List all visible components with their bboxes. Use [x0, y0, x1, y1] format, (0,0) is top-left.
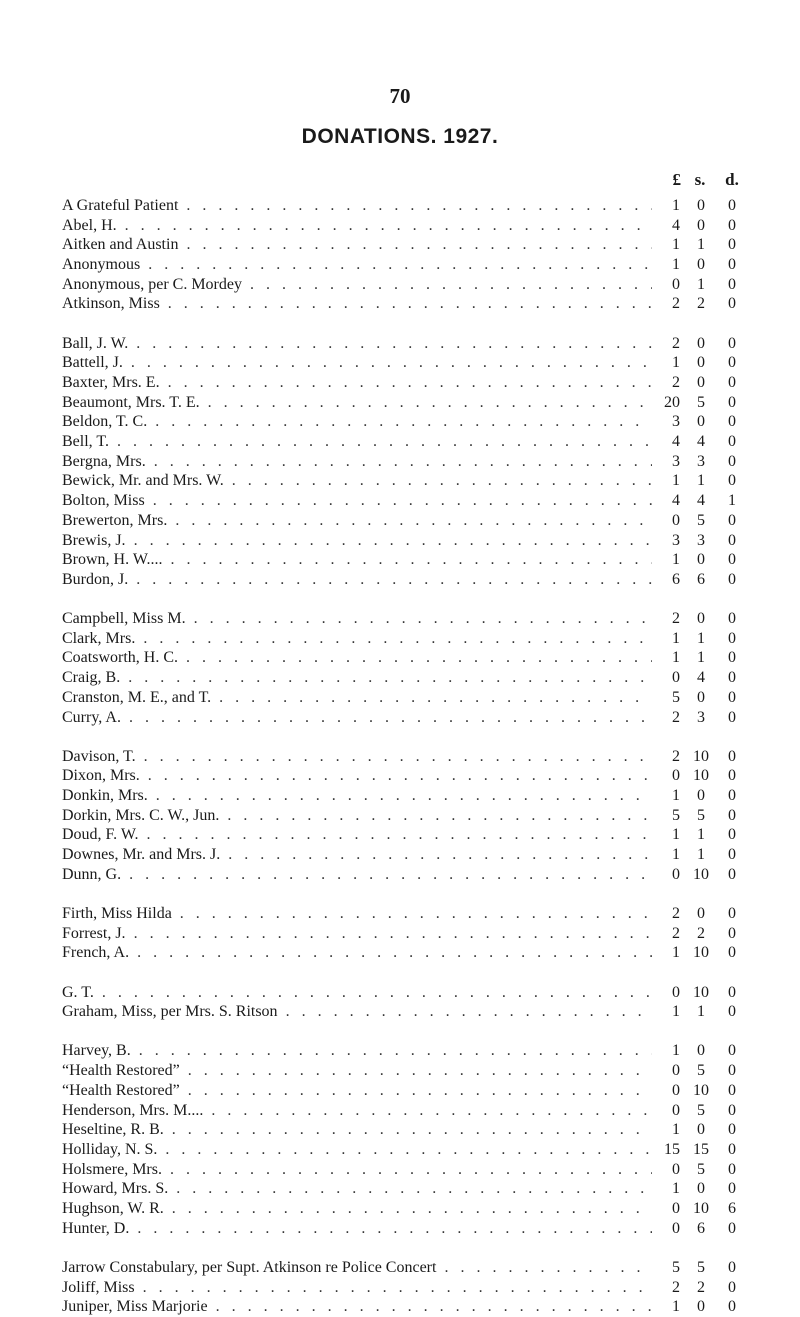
amount-pounds: 15	[664, 1140, 680, 1158]
amount-shillings: 1	[697, 1003, 705, 1021]
donation-row	[62, 412, 762, 432]
amount-pence: 0	[728, 1160, 736, 1178]
donation-row	[62, 334, 762, 354]
amount-shillings: 0	[697, 1298, 705, 1316]
donation-row	[62, 531, 762, 551]
amount-shillings: 10	[693, 767, 709, 785]
donation-row	[62, 452, 762, 472]
donor-name: Howard, Mrs. S. . . .	[62, 1179, 652, 1199]
amount-shillings: 0	[697, 1121, 705, 1139]
amount-pounds: 5	[672, 806, 680, 824]
amount-pence: 0	[728, 1140, 736, 1158]
donation-row	[62, 688, 762, 708]
amount-pence: 0	[728, 1042, 736, 1060]
amount-pounds: 1	[672, 1180, 680, 1198]
amount-pounds: 20	[664, 393, 680, 411]
amount-pence: 0	[728, 1298, 736, 1316]
donation-row	[62, 924, 762, 944]
amount-pounds: 0	[672, 1160, 680, 1178]
donor-name: Bergna, Mrs. . . .	[62, 452, 652, 472]
donation-row	[62, 747, 762, 767]
donation-row	[62, 1101, 762, 1121]
donor-name: Heseltine, R. B. . . .	[62, 1120, 652, 1140]
amount-pounds: 0	[672, 1101, 680, 1119]
amount-shillings: 2	[697, 295, 705, 313]
amount-pence: 0	[728, 393, 736, 411]
amount-pence: 0	[728, 1003, 736, 1021]
amount-pence: 0	[728, 688, 736, 706]
amount-pounds: 0	[672, 1219, 680, 1237]
amount-pounds: 1	[672, 649, 680, 667]
donor-name: Clark, Mrs. . . .	[62, 629, 652, 649]
donation-row	[62, 983, 762, 1003]
donation-row	[62, 668, 762, 688]
amount-shillings: 10	[693, 944, 709, 962]
amount-shillings: 10	[693, 1081, 709, 1099]
amount-shillings: 1	[697, 649, 705, 667]
amount-pounds: 1	[672, 472, 680, 490]
amount-pounds: 0	[672, 1081, 680, 1099]
amount-pounds: 2	[672, 905, 680, 922]
amount-pence: 0	[728, 806, 736, 824]
amount-pence: 0	[728, 649, 736, 667]
donation-row	[62, 904, 762, 924]
donor-name: Craig, B. . . .	[62, 668, 652, 688]
amount-pence: 0	[728, 236, 736, 254]
donor-name: Doud, F. W. . . .	[62, 825, 652, 845]
donor-name: Brewis, J. . . .	[62, 531, 652, 551]
amount-pounds: 1	[672, 1121, 680, 1139]
amount-pounds: 1	[672, 354, 680, 372]
amount-pence: 0	[728, 433, 736, 451]
donor-name: A Grateful Patient . . .	[62, 196, 652, 216]
amount-pounds: 4	[672, 216, 680, 234]
amount-shillings: 0	[697, 354, 705, 372]
amount-pence: 0	[728, 905, 736, 922]
amount-pence: 0	[728, 354, 736, 372]
amount-pounds: 4	[672, 433, 680, 451]
amount-shillings: 1	[697, 629, 705, 647]
amount-shillings: 0	[697, 688, 705, 706]
amount-pence: 0	[728, 413, 736, 431]
amount-pounds: 6	[672, 570, 680, 588]
donation-row	[62, 353, 762, 373]
donor-name: Hunter, D. . . .	[62, 1219, 652, 1239]
donor-name: Dunn, G. . . .	[62, 865, 652, 885]
amount-shillings: 0	[697, 197, 705, 214]
amount-pounds: 0	[672, 669, 680, 687]
page-number: 70	[389, 84, 411, 108]
amount-shillings: 0	[697, 787, 705, 805]
amount-pence: 0	[728, 511, 736, 529]
donation-row	[62, 373, 762, 393]
amount-pounds: 0	[672, 767, 680, 785]
donation-row	[62, 1081, 762, 1101]
donor-name: Anonymous, per C. Mordey . . .	[62, 275, 652, 295]
amount-shillings: 5	[697, 393, 705, 411]
donation-row	[62, 1002, 762, 1022]
donor-name: Juniper, Miss Marjorie . . .	[62, 1297, 652, 1317]
amount-shillings: 10	[693, 747, 709, 765]
donor-name: Abel, H. . . .	[62, 216, 652, 236]
amount-pounds: 0	[672, 1062, 680, 1080]
donation-row	[62, 216, 762, 236]
donation-row	[62, 609, 762, 629]
amount-pounds: 0	[672, 865, 680, 883]
amount-shillings: 5	[697, 1101, 705, 1119]
donation-row	[62, 196, 762, 216]
amount-shillings: 4	[697, 492, 705, 510]
donor-name: Forrest, J. . . .	[62, 924, 652, 944]
donation-row	[62, 1297, 762, 1317]
amount-pence: 0	[728, 531, 736, 549]
currency-header	[660, 170, 750, 190]
amount-pence: 0	[728, 1219, 736, 1237]
donor-name: Bolton, Miss . . .	[62, 491, 652, 511]
amount-pounds: 1	[672, 787, 680, 805]
amount-pounds: 0	[672, 1199, 680, 1217]
amount-pounds: 1	[672, 944, 680, 962]
amount-shillings: 3	[697, 531, 705, 549]
donation-row	[62, 1219, 762, 1239]
donation-row	[62, 393, 762, 413]
amount-shillings: 1	[697, 472, 705, 490]
amount-shillings: 6	[697, 1219, 705, 1237]
amount-pounds: 2	[672, 708, 680, 726]
donor-name: Atkinson, Miss . . .	[62, 294, 652, 314]
donation-row	[62, 845, 762, 865]
donation-row	[62, 786, 762, 806]
donor-name: Brown, H. W.... . . .	[62, 550, 652, 570]
donation-row	[62, 432, 762, 452]
donation-row	[62, 235, 762, 255]
donor-name: Firth, Miss Hilda . . .	[62, 904, 652, 924]
donor-name: Dorkin, Mrs. C. W., Jun. . . .	[62, 806, 652, 826]
donor-name: Beaumont, Mrs. T. E. . . .	[62, 393, 652, 413]
donation-row	[62, 1120, 762, 1140]
amount-pence: 1	[728, 492, 736, 510]
amount-pounds: 5	[672, 1258, 680, 1276]
donor-name: Graham, Miss, per Mrs. S. Ritson . . .	[62, 1002, 652, 1022]
amount-pounds: 1	[672, 197, 680, 214]
amount-shillings: 0	[697, 216, 705, 234]
amount-pence: 0	[728, 472, 736, 490]
donation-row	[62, 825, 762, 845]
amount-pence: 0	[728, 1121, 736, 1139]
amount-shillings: 10	[693, 983, 709, 1001]
amount-shillings: 0	[697, 374, 705, 391]
amount-pence: 0	[728, 295, 736, 313]
donor-name: Battell, J. . . .	[62, 353, 652, 373]
donor-name: Brewerton, Mrs. . . .	[62, 511, 652, 531]
donation-row	[62, 1258, 762, 1278]
amount-pounds: 1	[672, 1298, 680, 1316]
amount-pounds: 1	[672, 846, 680, 864]
amount-shillings: 0	[697, 551, 705, 569]
amount-shillings: 4	[697, 433, 705, 451]
donor-name: “Health Restored” . . .	[62, 1081, 652, 1101]
amount-pence: 0	[728, 1180, 736, 1198]
amount-pounds: 1	[672, 236, 680, 254]
amount-pounds: 1	[672, 826, 680, 844]
amount-pounds: 2	[672, 374, 680, 391]
amount-shillings: 1	[697, 236, 705, 254]
page-title: DONATIONS. 1927.	[301, 125, 499, 148]
amount-pence: 0	[728, 256, 736, 274]
donor-name: Henderson, Mrs. M.... . . .	[62, 1101, 652, 1121]
donation-row	[62, 275, 762, 295]
donation-row	[62, 865, 762, 885]
amount-pence: 0	[728, 197, 736, 214]
donor-name: Anonymous . . .	[62, 255, 652, 275]
donation-row	[62, 1041, 762, 1061]
donation-row	[62, 648, 762, 668]
donation-row	[62, 708, 762, 728]
amount-pence: 0	[728, 747, 736, 765]
amount-pence: 0	[728, 983, 736, 1001]
amount-shillings: 5	[697, 1258, 705, 1276]
donor-name: Baxter, Mrs. E. . . .	[62, 373, 652, 393]
amount-shillings: 4	[697, 669, 705, 687]
amount-shillings: 3	[697, 452, 705, 470]
donor-name: G. T. . . .	[62, 983, 652, 1003]
amount-pounds: 2	[672, 924, 680, 942]
amount-shillings: 10	[693, 1199, 709, 1217]
donor-name: Campbell, Miss M. . . .	[62, 609, 652, 629]
donor-name: Davison, T. . . .	[62, 747, 652, 767]
donation-row	[62, 1140, 762, 1160]
amount-pounds: 2	[672, 747, 680, 765]
donor-name: “Health Restored” . . .	[62, 1061, 652, 1081]
donor-name: Aitken and Austin . . .	[62, 235, 652, 255]
amount-shillings: 15	[693, 1140, 709, 1158]
donor-name: Donkin, Mrs. . . .	[62, 786, 652, 806]
donor-name: Burdon, J. . . .	[62, 570, 652, 590]
amount-pence: 0	[728, 334, 736, 352]
amount-pounds: 1	[672, 256, 680, 274]
amount-pounds: 1	[672, 1042, 680, 1060]
donor-name: Holsmere, Mrs. . . .	[62, 1160, 652, 1180]
donation-row	[62, 255, 762, 275]
donation-row	[62, 1061, 762, 1081]
amount-pounds: 1	[672, 1003, 680, 1021]
donor-name: Dixon, Mrs. . . .	[62, 766, 652, 786]
amount-shillings: 1	[697, 826, 705, 844]
donation-row	[62, 766, 762, 786]
amount-shillings: 6	[697, 570, 705, 588]
donation-row	[62, 570, 762, 590]
amount-pounds: 3	[672, 531, 680, 549]
pence-header: d.	[725, 170, 739, 189]
shillings-header: s.	[694, 170, 706, 189]
amount-pence: 0	[728, 570, 736, 588]
amount-pence: 6	[728, 1199, 736, 1217]
amount-pounds: 2	[672, 295, 680, 313]
amount-shillings: 5	[697, 1062, 705, 1080]
amount-shillings: 2	[697, 924, 705, 942]
amount-pounds: 4	[672, 492, 680, 510]
donation-row	[62, 471, 762, 491]
amount-pounds: 1	[672, 629, 680, 647]
amount-pence: 0	[728, 924, 736, 942]
amount-pounds: 5	[672, 688, 680, 706]
donor-name: Holliday, N. S. . . .	[62, 1140, 652, 1160]
amount-shillings: 1	[697, 275, 705, 293]
amount-pence: 0	[728, 1258, 736, 1276]
donation-row	[62, 1199, 762, 1219]
amount-pounds: 0	[672, 275, 680, 293]
amount-shillings: 5	[697, 511, 705, 529]
amount-pence: 0	[728, 669, 736, 687]
donor-name: Coatsworth, H. C. . . .	[62, 648, 652, 668]
amount-pence: 0	[728, 708, 736, 726]
donation-row	[62, 294, 762, 314]
amount-shillings: 0	[697, 1180, 705, 1198]
amount-shillings: 5	[697, 1160, 705, 1178]
amount-pence: 0	[728, 452, 736, 470]
amount-pence: 0	[728, 944, 736, 962]
donation-row	[62, 550, 762, 570]
amount-pence: 0	[728, 865, 736, 883]
amount-shillings: 10	[693, 865, 709, 883]
donation-row	[62, 943, 762, 963]
amount-shillings: 3	[697, 708, 705, 726]
donor-name: Bell, T. . . .	[62, 432, 652, 452]
amount-shillings: 0	[697, 610, 705, 628]
donor-name: Beldon, T. C. . . .	[62, 412, 652, 432]
donation-list	[62, 196, 762, 1317]
amount-pence: 0	[728, 216, 736, 234]
amount-pence: 0	[728, 1081, 736, 1099]
donor-name: Jarrow Constabulary, per Supt. Atkinson re Police Concert . . .	[62, 1258, 652, 1278]
amount-shillings: 1	[697, 846, 705, 864]
amount-shillings: 0	[697, 334, 705, 352]
donor-name: Curry, A. . . .	[62, 708, 652, 728]
donation-row	[62, 491, 762, 511]
amount-shillings: 5	[697, 806, 705, 824]
amount-pence: 0	[728, 826, 736, 844]
donation-row	[62, 511, 762, 531]
amount-pence: 0	[728, 610, 736, 628]
amount-pounds: 0	[672, 983, 680, 1001]
donor-name: Joliff, Miss . . .	[62, 1278, 652, 1298]
amount-pence: 0	[728, 1062, 736, 1080]
amount-pounds: 1	[672, 551, 680, 569]
donor-name: Hughson, W. R. . . .	[62, 1199, 652, 1219]
amount-pence: 0	[728, 374, 736, 391]
donation-row	[62, 1160, 762, 1180]
donation-row	[62, 1278, 762, 1298]
amount-pence: 0	[728, 275, 736, 293]
amount-pounds: 2	[672, 610, 680, 628]
donor-name: Cranston, M. E., and T. . . .	[62, 688, 652, 708]
amount-shillings: 0	[697, 905, 705, 922]
amount-pence: 0	[728, 551, 736, 569]
amount-shillings: 0	[697, 1042, 705, 1060]
amount-pence: 0	[728, 1278, 736, 1296]
amount-pounds: 3	[672, 452, 680, 470]
amount-pounds: 2	[672, 1278, 680, 1296]
amount-pence: 0	[728, 846, 736, 864]
amount-pounds: 0	[672, 511, 680, 529]
donor-name: Ball, J. W. . . .	[62, 334, 652, 354]
amount-shillings: 0	[697, 413, 705, 431]
donor-name: Downes, Mr. and Mrs. J. . . .	[62, 845, 652, 865]
amount-shillings: 0	[697, 256, 705, 274]
amount-pence: 0	[728, 1101, 736, 1119]
amount-pence: 0	[728, 629, 736, 647]
pounds-header: £	[672, 170, 681, 189]
donor-name: Harvey, B. . . .	[62, 1041, 652, 1061]
amount-pounds: 2	[672, 334, 680, 352]
donation-row	[62, 1179, 762, 1199]
amount-pence: 0	[728, 787, 736, 805]
amount-pence: 0	[728, 767, 736, 785]
amount-pounds: 3	[672, 413, 680, 431]
amount-shillings: 2	[697, 1278, 705, 1296]
donation-row	[62, 629, 762, 649]
donor-name: Bewick, Mr. and Mrs. W. . . .	[62, 471, 652, 491]
donation-row	[62, 806, 762, 826]
donor-name: French, A. . . .	[62, 943, 652, 963]
